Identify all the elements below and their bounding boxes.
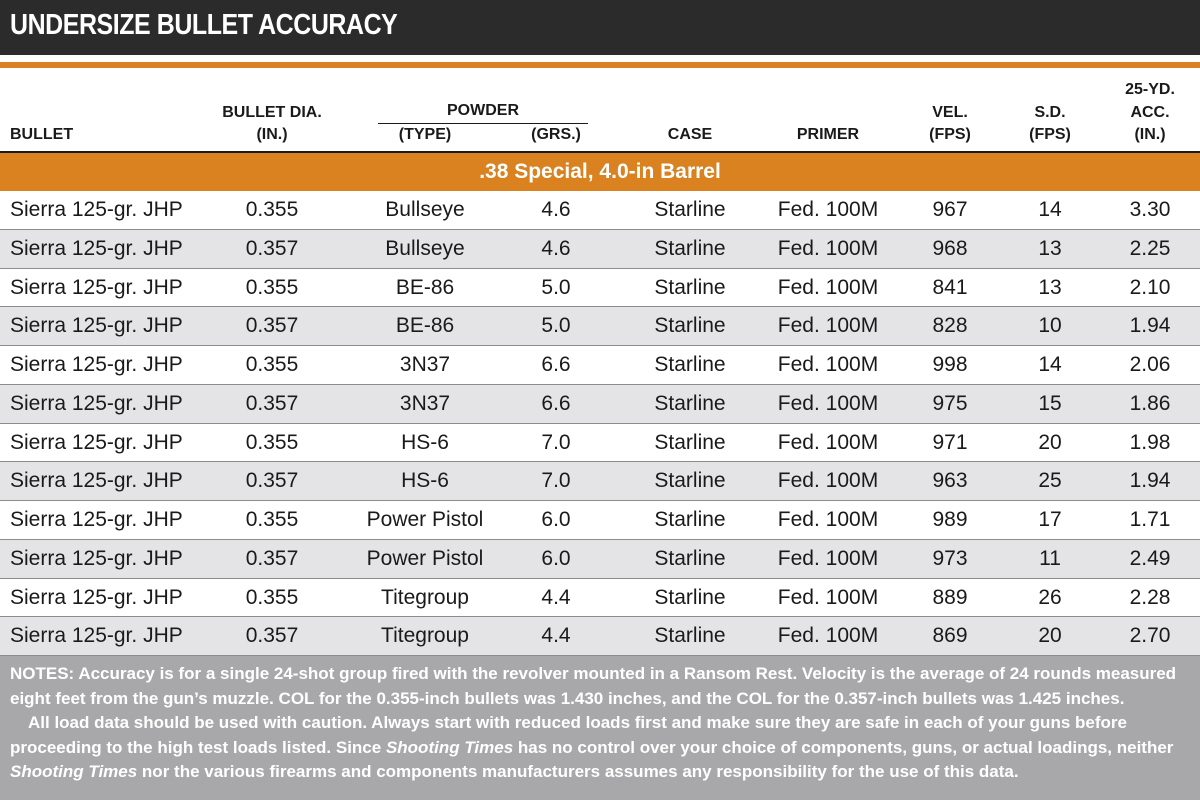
- cell-bullet-dia: 0.355: [245, 585, 299, 609]
- cell-accuracy: 2.25: [1129, 236, 1171, 260]
- cell-powder-grs: 4.6: [541, 198, 571, 221]
- cell-case: Starline: [654, 546, 726, 570]
- cell-bullet: Sierra 125-gr. JHP: [10, 353, 183, 376]
- cell-primer: Fed. 100M: [777, 275, 879, 299]
- header-primer: PRIMER: [796, 126, 860, 143]
- table-row: [0, 269, 1200, 308]
- cell-powder-type: Bullseye: [385, 198, 465, 221]
- cell-accuracy: 2.10: [1129, 275, 1171, 299]
- cell-sd: 17: [1038, 508, 1062, 531]
- cell-powder-grs: 6.6: [541, 391, 571, 415]
- cell-velocity: 968: [932, 236, 968, 260]
- cell-powder-type: Titegroup: [381, 624, 469, 648]
- cell-velocity: 975: [932, 391, 968, 415]
- cell-powder-grs: 6.0: [541, 546, 571, 570]
- header-powder: POWDER: [447, 102, 519, 119]
- cell-bullet-dia: 0.357: [245, 546, 299, 570]
- cell-sd: 13: [1038, 236, 1062, 260]
- table-row: [0, 346, 1200, 385]
- cell-powder-grs: 4.6: [541, 236, 571, 260]
- title-bar: [0, 0, 1200, 55]
- cell-velocity: 989: [932, 508, 968, 531]
- cell-bullet-dia: 0.355: [245, 198, 299, 221]
- cell-case: Starline: [654, 508, 726, 531]
- cell-powder-type: Bullseye: [385, 236, 465, 260]
- header-vel-line1: VEL.: [932, 104, 968, 121]
- cell-powder-type: Power Pistol: [366, 546, 484, 570]
- cell-sd: 26: [1038, 585, 1062, 609]
- header-sd-line1: S.D.: [1034, 104, 1066, 121]
- cell-accuracy: 1.94: [1129, 469, 1171, 493]
- cell-bullet-dia: 0.357: [245, 624, 299, 648]
- cell-accuracy: 2.28: [1129, 585, 1171, 609]
- notes: [0, 656, 1200, 800]
- table-row: [0, 230, 1200, 269]
- cell-powder-grs: 7.0: [541, 469, 571, 493]
- header-sd-line2: (FPS): [1029, 126, 1071, 143]
- table-row: [0, 307, 1200, 346]
- table-row: [0, 617, 1200, 656]
- table-row: [0, 579, 1200, 618]
- notes-text: nor the various firearms and components manufacturers assumes any responsibility for the use of this data.: [137, 762, 1019, 781]
- cell-primer: Fed. 100M: [777, 585, 879, 609]
- cell-bullet: Sierra 125-gr. JHP: [10, 430, 183, 454]
- cell-primer: Fed. 100M: [777, 314, 879, 338]
- cell-bullet-dia: 0.355: [245, 353, 299, 376]
- header-dia-line1: BULLET DIA.: [222, 104, 322, 121]
- cell-velocity: 963: [932, 469, 968, 493]
- cell-accuracy: 3.30: [1129, 198, 1171, 221]
- table-row: [0, 462, 1200, 501]
- header-grs: (GRS.): [531, 126, 581, 143]
- cell-primer: Fed. 100M: [777, 508, 879, 531]
- cell-sd: 14: [1038, 353, 1062, 376]
- cell-powder-type: BE-86: [395, 314, 455, 338]
- cell-bullet-dia: 0.355: [245, 275, 299, 299]
- cell-bullet: Sierra 125-gr. JHP: [10, 624, 183, 648]
- cell-accuracy: 2.70: [1129, 624, 1171, 648]
- cell-case: Starline: [654, 391, 726, 415]
- cell-bullet: Sierra 125-gr. JHP: [10, 508, 183, 531]
- table-row: [0, 424, 1200, 463]
- cell-powder-grs: 5.0: [541, 275, 571, 299]
- header-vel-line2: (FPS): [929, 126, 971, 143]
- cell-powder-type: 3N37: [399, 353, 451, 376]
- cell-primer: Fed. 100M: [777, 236, 879, 260]
- table-row: [0, 385, 1200, 424]
- header-acc-line3: (IN.): [1134, 126, 1166, 143]
- header-acc-line2: ACC.: [1130, 104, 1170, 121]
- cell-accuracy: 1.86: [1129, 391, 1171, 415]
- cell-accuracy: 1.71: [1129, 508, 1171, 531]
- table-row: [0, 540, 1200, 579]
- cell-accuracy: 1.98: [1129, 430, 1171, 454]
- cell-velocity: 828: [932, 314, 968, 338]
- cell-case: Starline: [654, 275, 726, 299]
- cell-bullet: Sierra 125-gr. JHP: [10, 585, 183, 609]
- table-row: [0, 191, 1200, 230]
- notes-text: All load data should be used with caution. Always start with reduced loads first and make sure they are safe in each of your guns before proceeding to the high test loads listed. Since: [10, 713, 1127, 757]
- cell-bullet-dia: 0.357: [245, 236, 299, 260]
- cell-sd: 25: [1038, 469, 1062, 493]
- cell-powder-grs: 5.0: [541, 314, 571, 338]
- cell-case: Starline: [654, 353, 726, 376]
- cell-bullet: Sierra 125-gr. JHP: [10, 546, 183, 570]
- cell-bullet-dia: 0.357: [245, 469, 299, 493]
- header-type: (TYPE): [398, 126, 452, 143]
- cell-bullet: Sierra 125-gr. JHP: [10, 469, 183, 493]
- cell-bullet: Sierra 125-gr. JHP: [10, 198, 183, 221]
- cell-powder-grs: 6.6: [541, 353, 571, 376]
- cell-powder-type: HS-6: [401, 430, 449, 454]
- cell-primer: Fed. 100M: [777, 624, 879, 648]
- cell-powder-type: Power Pistol: [366, 508, 484, 531]
- cell-sd: 11: [1039, 546, 1061, 570]
- cell-velocity: 971: [932, 430, 968, 454]
- section-header: .38 Special, 4.0-in Barrel: [0, 153, 1200, 191]
- publication-name: Shooting Times: [10, 762, 138, 781]
- cell-case: Starline: [654, 624, 726, 648]
- cell-bullet: Sierra 125-gr. JHP: [10, 236, 183, 260]
- cell-powder-grs: 6.0: [541, 508, 571, 531]
- page-title: UNDERSIZE BULLET ACCURACY: [10, 9, 398, 41]
- cell-sd: 20: [1038, 624, 1062, 648]
- cell-case: Starline: [654, 236, 726, 260]
- header-dia-line2: (IN.): [256, 126, 288, 143]
- cell-sd: 10: [1038, 314, 1062, 338]
- cell-primer: Fed. 100M: [777, 430, 879, 454]
- cell-bullet-dia: 0.357: [245, 391, 299, 415]
- cell-accuracy: 1.94: [1129, 314, 1171, 338]
- cell-velocity: 973: [932, 546, 968, 570]
- cell-accuracy: 2.06: [1129, 353, 1171, 376]
- cell-primer: Fed. 100M: [777, 546, 879, 570]
- cell-powder-grs: 7.0: [541, 430, 571, 454]
- cell-powder-type: Titegroup: [381, 585, 469, 609]
- cell-powder-type: HS-6: [401, 469, 449, 493]
- cell-velocity: 841: [932, 275, 968, 299]
- notes-text: has no control over your choice of components, guns, or actual loadings, neither: [513, 737, 1174, 757]
- cell-velocity: 869: [932, 624, 968, 648]
- cell-primer: Fed. 100M: [777, 391, 879, 415]
- header-bullet: BULLET: [10, 126, 74, 143]
- cell-sd: 20: [1038, 430, 1062, 454]
- cell-powder-type: BE-86: [395, 275, 455, 299]
- cell-sd: 13: [1038, 275, 1062, 299]
- cell-powder-grs: 4.4: [541, 624, 571, 648]
- cell-primer: Fed. 100M: [777, 198, 879, 221]
- cell-velocity: 889: [932, 585, 968, 609]
- accent-rule: [0, 62, 1200, 68]
- cell-bullet-dia: 0.355: [245, 430, 299, 454]
- cell-case: Starline: [654, 314, 726, 338]
- data-table: [0, 191, 1200, 656]
- cell-bullet: Sierra 125-gr. JHP: [10, 275, 183, 299]
- cell-case: Starline: [654, 585, 726, 609]
- cell-sd: 15: [1038, 391, 1062, 415]
- cell-bullet: Sierra 125-gr. JHP: [10, 314, 183, 338]
- cell-velocity: 998: [932, 353, 968, 376]
- cell-sd: 14: [1038, 198, 1062, 221]
- notes-paragraph-1: NOTES: Accuracy is for a single 24-shot group fired with the revolver mounted in a Ransom Rest. Velocity is the average of 24 rounds measured eight feet from the gun’s muzzle. COL for the 0.355-inch bullets was 1.430 inches, and the COL for the 0.357-inch bullets was 1.425 inches.: [10, 664, 1177, 708]
- table-row: [0, 501, 1200, 540]
- cell-accuracy: 2.49: [1129, 546, 1171, 570]
- cell-case: Starline: [654, 198, 726, 221]
- cell-velocity: 967: [932, 198, 968, 221]
- publication-name: Shooting Times: [385, 737, 514, 757]
- header-acc-line1: 25-YD.: [1125, 81, 1175, 98]
- cell-powder-grs: 4.4: [541, 585, 571, 609]
- cell-case: Starline: [654, 469, 726, 493]
- cell-primer: Fed. 100M: [777, 353, 879, 376]
- cell-bullet-dia: 0.357: [245, 314, 299, 338]
- cell-powder-type: 3N37: [399, 391, 451, 415]
- cell-primer: Fed. 100M: [777, 469, 879, 493]
- cell-bullet: Sierra 125-gr. JHP: [10, 391, 183, 415]
- cell-case: Starline: [654, 430, 726, 454]
- header-case: CASE: [667, 126, 713, 143]
- notes-paragraph-2: [10, 711, 1190, 785]
- cell-bullet-dia: 0.355: [245, 508, 299, 531]
